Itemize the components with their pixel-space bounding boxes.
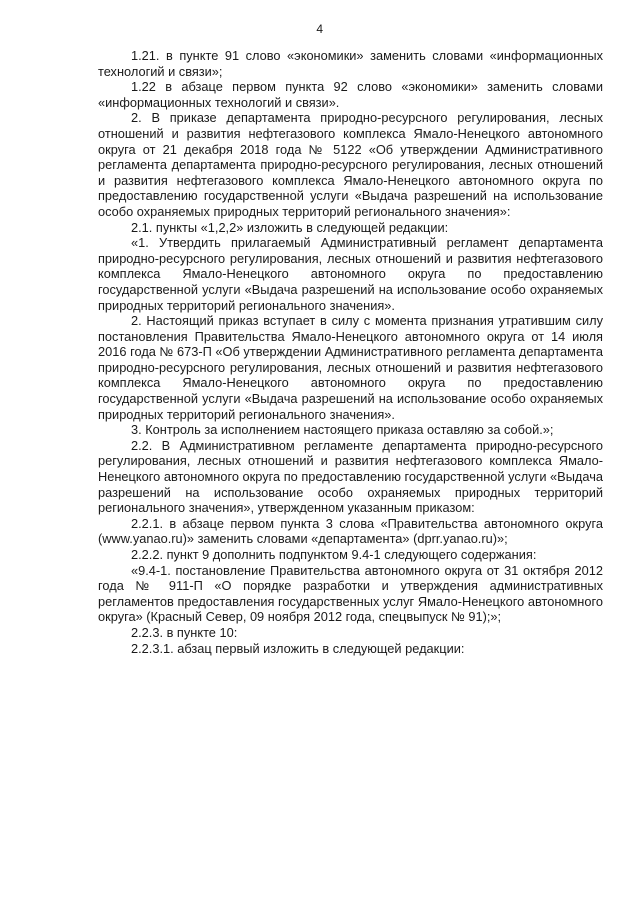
- paragraph-2-2: 2.2. В Административном регламенте департамента природно-ресурсного регулирования, лесных отношений и развития нефтегазового комплекса Ямало-Ненецкого автономного округа по предоставлению государственной услуги «Выдача разрешений на использование особо охраняемых природных территорий регионального значения», утвержденном указанным приказом:: [98, 437, 603, 516]
- paragraph-2-2-1: 2.2.1. в абзаце первом пункта 3 слова «Правительства автономного округа (www.yanao.ru)» заменить словами «департамента» (dprr.yanao.ru)»;: [98, 515, 603, 547]
- paragraph-2-1: 2.1. пункты «1,2,2» изложить в следующей редакции:: [131, 219, 449, 235]
- paragraph-2-2-3: 2.2.3. в пункте 10:: [131, 624, 238, 640]
- paragraph-2-order-amendment: 2. В приказе департамента природно-ресурсного регулирования, лесных отношений и развития нефтегазового комплекса Ямало-Ненецкого автономного округа от 21 декабря 2018 года № 5122 «Об утверждении Административного регламента департамента природно-ресурсного регулирования, лесных отношений и развития нефтегазового комплекса Ямало-Ненецкого автономного округа по предоставлению государственной услуги «Выдача разрешений на использование особо охраняемых природных территорий регионального значения»:: [98, 110, 603, 219]
- document-body: [98, 48, 603, 656]
- paragraph-2-2-3-1: 2.2.3.1. абзац первый изложить в следующей редакции:: [131, 640, 465, 656]
- paragraph-1-22: 1.22 в абзаце первом пункта 92 слово «экономики» заменить словами «информационных технологий и связи».: [98, 79, 603, 110]
- paragraph-2-2-2: 2.2.2. пункт 9 дополнить подпунктом 9.4-1 следующего содержания:: [131, 547, 537, 562]
- paragraph-1-21: 1.21. в пункте 91 слово «экономики» заменить словами «информационных технологий и связи»;: [98, 48, 603, 79]
- paragraph-9-4-1: «9.4-1. постановление Правительства автономного округа от 31 октября 2012 года № 911-П «О порядке разработки и утверждения административных регламентов предоставления государственных услуг Ямало-Ненецкого автономного округа» (Красный Север, 09 ноября 2012 года, спецвыпуск № 91);»;: [98, 562, 603, 625]
- paragraph-quoted-item-1: «1. Утвердить прилагаемый Административный регламент департамента природно-ресурсного регулирования, лесных отношений и развития нефтегазового комплекса Ямало-Ненецкого автономного округа по предоставлению государственной услуги «Выдача разрешений на использование особо охраняемых природных территорий регионального значения».: [98, 235, 603, 313]
- paragraph-quoted-item-3: 3. Контроль за исполнением настоящего приказа оставляю за собой.»;: [131, 422, 554, 438]
- page-number: 4: [316, 22, 324, 36]
- paragraph-quoted-item-2: 2. Настоящий приказ вступает в силу с момента признания утратившим силу постановления Правительства Ямало-Ненецкого автономного округа от 14 июля 2016 года № 673-П «Об утверждении Административного регламента департамента природно-ресурсного регулирования, лесных отношений и развития нефтегазового комплекса Ямало-Ненецкого автономного округа по предоставлению государственной услуги «Выдача разрешений на использование особо охраняемых природных территорий регионального значения».: [98, 313, 603, 422]
